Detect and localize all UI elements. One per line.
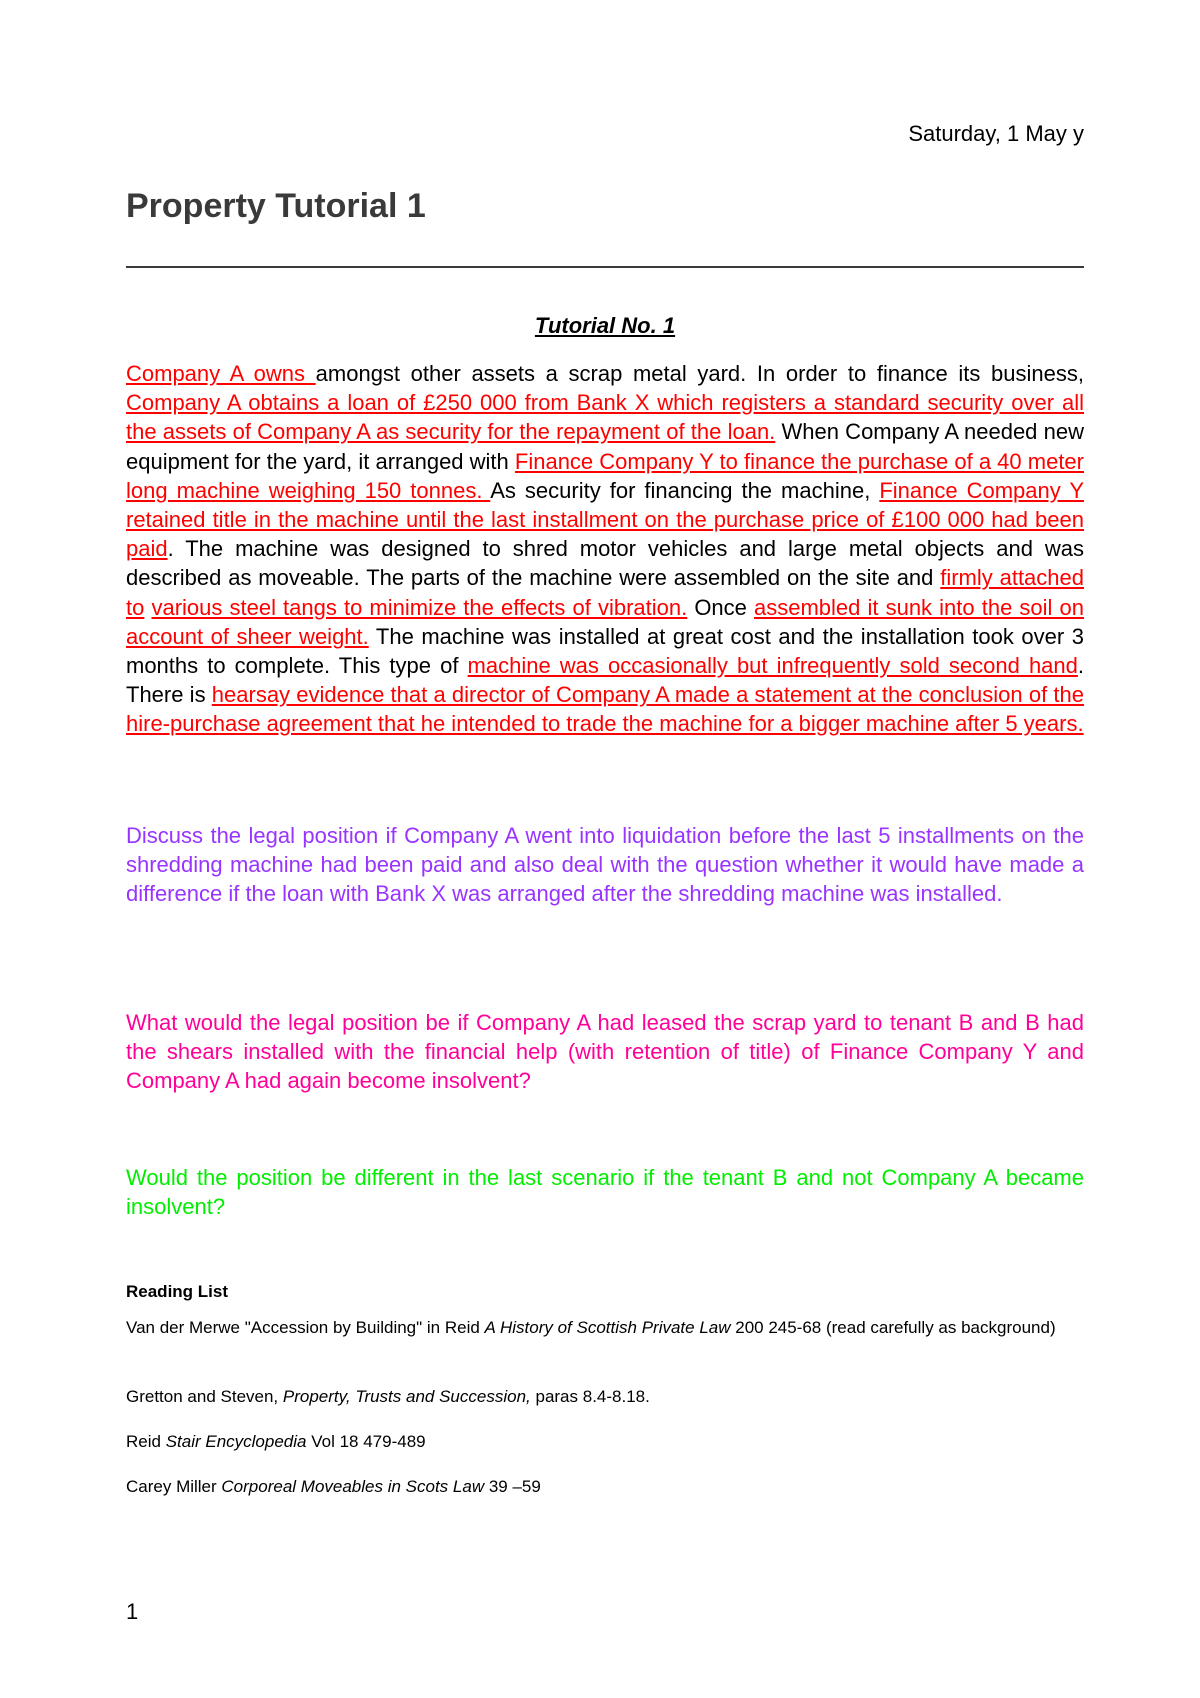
ref-text: Reid	[126, 1432, 166, 1451]
ref-text: Vol 18 479-489	[306, 1432, 426, 1451]
question-tenant-insolvent: Would the position be different in the last scenario if the tenant B and not Company A became insolvent?	[126, 1165, 1084, 1220]
scenario-text: amongst other assets a scrap metal yard. In order to finance its business,	[315, 361, 1084, 386]
question-liquidation: Discuss the legal position if Company A went into liquidation before the last 5 installments on the shredding machine had been paid and also deal with the question whether it would have made a difference if the loan with Bank X was arranged after the shredding machine was installed.	[126, 823, 1084, 907]
highlight-steel-tangs: various steel tangs to minimize the effects of vibration.	[151, 594, 688, 620]
highlight-retained-title: Finance Company Y retained title in the machine until the last installment on the purchase price of £100 000 had been paid	[126, 477, 1085, 562]
page-number: 1	[126, 1599, 139, 1624]
ref-title: Stair Encyclopedia	[165, 1432, 307, 1451]
scenario-text: . There is	[126, 653, 1085, 708]
highlight-hearsay-evidence: hearsay evidence that a director of Company A made a statement at the conclusion of the hire-purchase agreement that he intended to trade the machine for a bigger machine after 5 years.	[126, 682, 1084, 737]
ref-title: A History of Scottish Private Law	[484, 1318, 731, 1337]
ref-text: Van der Merwe "Accession by Building" in Reid	[126, 1318, 485, 1337]
scenario-text: The machine was installed at great cost and the installation took over 3 months to complete. This type of	[126, 623, 1084, 679]
highlight-sunk-into-soil: assembled it sunk into the soil on account of sheer weight.	[126, 594, 1084, 649]
scenario-text: Once	[687, 594, 754, 620]
ref-text: Carey Miller	[126, 1477, 222, 1496]
reading-list-item	[126, 1475, 1084, 1499]
scenario-paragraph	[126, 359, 1084, 739]
title-divider	[126, 266, 1084, 268]
ref-text: 39 –59	[484, 1477, 541, 1496]
highlight-firmly-attached: firmly attached to	[126, 565, 1084, 620]
scenario-text: When Company A needed new equipment for the yard, it arranged with	[126, 419, 1084, 474]
reading-list-item	[126, 1385, 1084, 1409]
ref-title: Property, Trusts and Succession,	[282, 1387, 531, 1406]
reading-list-heading: Reading List	[126, 1282, 229, 1301]
header-date: Saturday, 1 May y	[908, 121, 1084, 146]
scenario-text: As security for financing the machine,	[490, 477, 880, 503]
ref-text: paras 8.4-8.18.	[530, 1387, 650, 1406]
ref-text: 200 245-68 (read carefully as background)	[730, 1318, 1056, 1337]
highlight-finance-purchase: Finance Company Y to finance the purchase of a 40 meter long machine weighing 150 tonnes.	[126, 448, 1084, 503]
question-lease: What would the legal position be if Company A had leased the scrap yard to tenant B and B had the shears installed with the financial help (with retention of title) of Finance Company Y and Company A had again become insolvent?	[126, 1010, 1084, 1094]
ref-title: Corporeal Moveables in Scots Law	[221, 1477, 485, 1496]
highlight-sold-second-hand: machine was occasionally but infrequently sold second hand	[467, 653, 1078, 679]
tutorial-heading: Tutorial No. 1	[534, 313, 676, 338]
highlight-loan: Company A obtains a loan of £250 000 from Bank X which registers a standard security over all the assets of Company A as security for the repayment of the loan.	[126, 390, 1084, 445]
reading-list-item	[126, 1430, 1084, 1454]
scenario-text: . The machine was designed to shred motor vehicles and large metal objects and was described as moveable. The parts of the machine were assembled on the site and	[126, 536, 1084, 591]
ref-text: Gretton and Steven,	[126, 1387, 283, 1406]
reading-list-item	[126, 1316, 1084, 1340]
highlight-company-owns: Company A owns	[126, 361, 316, 386]
page-title: Property Tutorial 1	[126, 187, 426, 225]
